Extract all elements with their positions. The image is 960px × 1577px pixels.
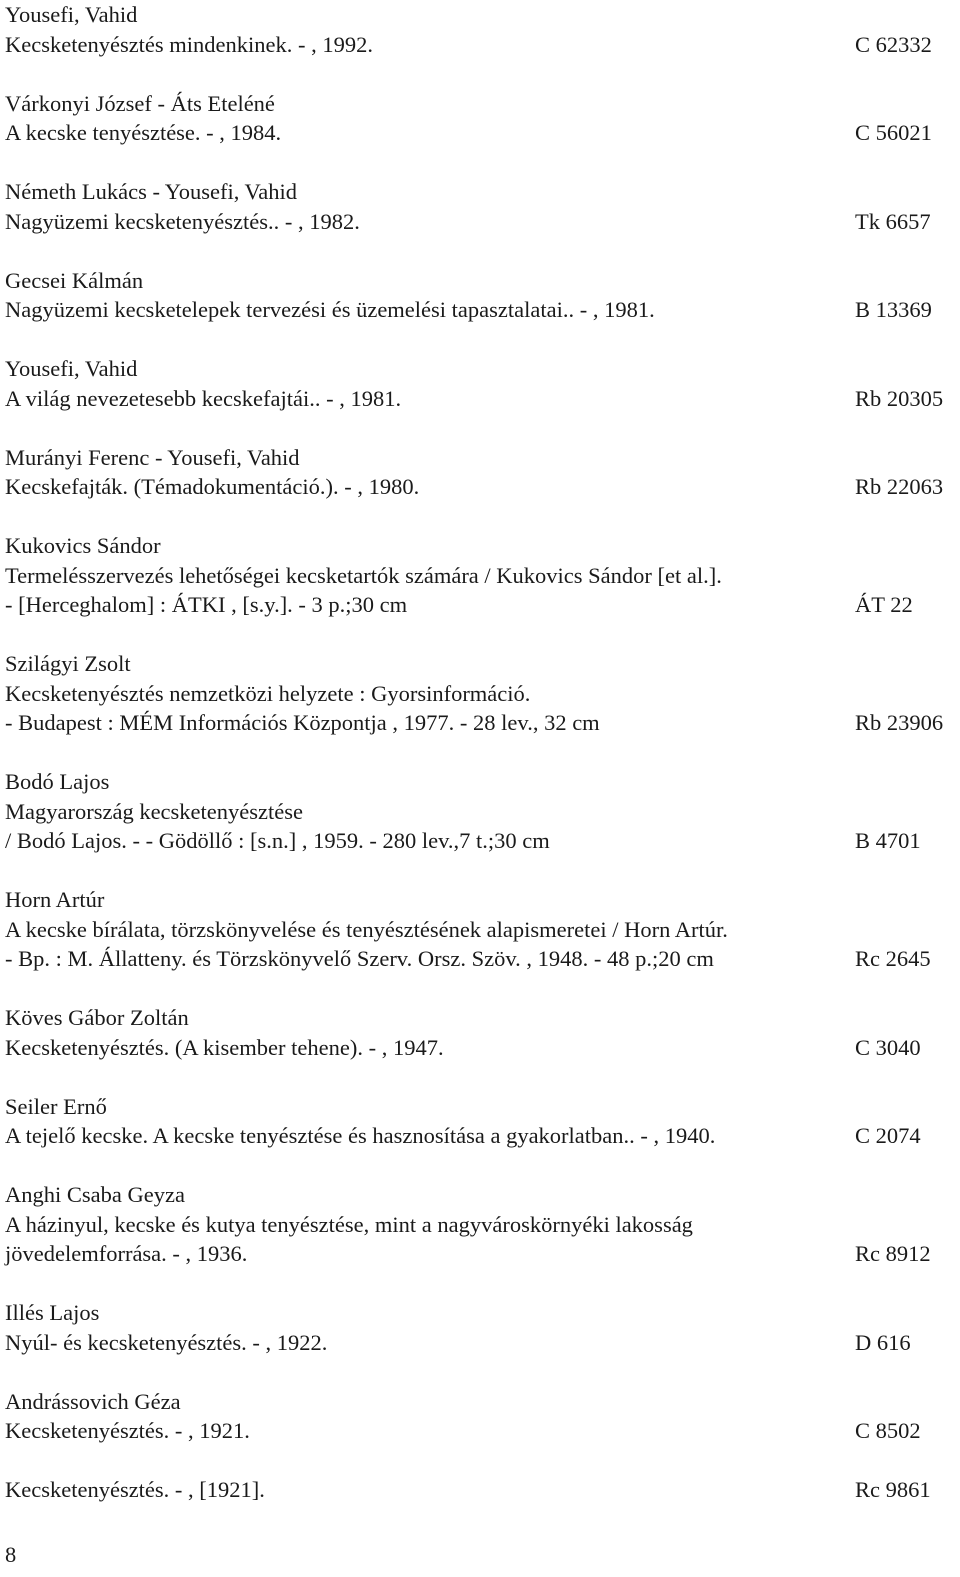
- entry-text: Kecsketenyésztés nemzetközi helyzete : Gyorsinformáció.: [5, 680, 531, 706]
- call-number: B 13369: [855, 297, 932, 322]
- entry-text: Illés Lajos: [5, 1300, 100, 1325]
- call-number: D 616: [855, 1329, 911, 1355]
- bibliography-entry: [5, 1003, 960, 1062]
- bibliography-entry: [5, 1180, 960, 1269]
- bibliography-entry: [5, 1298, 960, 1357]
- entry-text: Magyarország kecsketenyésztése: [5, 798, 303, 824]
- call-number: Rb 22063: [855, 474, 944, 499]
- entry-line: [5, 118, 960, 148]
- entry-author: [5, 266, 960, 296]
- bibliography-entry: [5, 1475, 960, 1505]
- entry-line: [5, 679, 960, 709]
- call-number: ÁT 22: [855, 592, 913, 617]
- entry-author: [5, 767, 960, 797]
- entry-text: Németh Lukács - Yousefi, Vahid: [5, 179, 298, 204]
- entry-line: [5, 472, 960, 502]
- entry-author: [5, 1003, 960, 1033]
- entry-line: [5, 1121, 960, 1151]
- bibliography-entry: [5, 177, 960, 236]
- bibliography-entry: [5, 0, 960, 59]
- entry-text: A házinyul, kecske és kutya tenyésztése, mint a nagyvároskörnyéki lakosság: [5, 1211, 693, 1237]
- entry-line: [5, 207, 960, 237]
- bibliography-entry: [5, 266, 960, 325]
- bibliography-entry: [5, 531, 960, 620]
- entry-author: [5, 1092, 960, 1122]
- entry-line: [5, 1416, 960, 1446]
- entry-line: [5, 1475, 960, 1505]
- entry-author: [5, 885, 960, 915]
- entry-text: jövedelemforrása. - , 1936.: [5, 1241, 248, 1266]
- entry-text: - Bp. : M. Állatteny. és Törzskönyvelő Szerv. Orsz. Szöv. , 1948. - 48 p.;20 cm: [5, 946, 714, 971]
- entry-text: Kecskefajták. (Témadokumentáció.). - , 1980.: [5, 474, 420, 499]
- entry-author: [5, 1298, 960, 1328]
- entry-text: Termelésszervezés lehetőségei kecsketartók számára / Kukovics Sándor [et al.].: [5, 562, 722, 588]
- entry-text: Kecsketenyésztés. (A kisember tehene). - , 1947.: [5, 1034, 444, 1060]
- bibliography-list: [5, 0, 960, 1534]
- call-number: C 3040: [855, 1034, 921, 1060]
- entry-text: Gecsei Kálmán: [5, 267, 144, 293]
- entry-text: Nyúl- és kecsketenyésztés. - , 1922.: [5, 1329, 328, 1355]
- entry-author: [5, 443, 960, 473]
- entry-text: A kecske bírálata, törzskönyvelése és tenyésztésének alapismeretei / Horn Artúr.: [5, 916, 728, 942]
- bibliography-entry: [5, 354, 960, 413]
- call-number: Tk 6657: [855, 208, 931, 234]
- bibliography-entry: [5, 885, 960, 974]
- page-number: 8: [5, 1542, 17, 1567]
- entry-line: [5, 915, 960, 945]
- entry-author: [5, 1180, 960, 1210]
- entry-text: Horn Artúr: [5, 887, 105, 912]
- entry-text: - Budapest : MÉM Információs Központja , 1977. - 28 lev., 32 cm: [5, 710, 600, 735]
- entry-text: Nagyüzemi kecsketelepek tervezési és üzemelési tapasztalatai.. - , 1981.: [5, 297, 655, 322]
- entry-line: [5, 826, 960, 856]
- entry-author: [5, 649, 960, 679]
- entry-line: [5, 590, 960, 620]
- entry-text: Yousefi, Vahid: [5, 356, 138, 381]
- entry-author: [5, 1387, 960, 1417]
- entry-line: [5, 797, 960, 827]
- bibliography-entry: [5, 767, 960, 856]
- call-number: B 4701: [855, 828, 921, 853]
- call-number: C 62332: [855, 31, 932, 57]
- entry-text: Kecsketenyésztés mindenkinek. - , 1992.: [5, 31, 374, 57]
- bibliography-entry: [5, 89, 960, 148]
- entry-text: - [Herceghalom] : ÁTKI , [s.y.]. - 3 p.;30 cm: [5, 592, 408, 617]
- entry-line: [5, 561, 960, 591]
- entry-line: [5, 1239, 960, 1269]
- entry-line: [5, 1033, 960, 1063]
- bibliography-entry: [5, 1387, 960, 1446]
- entry-author: [5, 177, 960, 207]
- entry-text: / Bodó Lajos. - - Gödöllő : [s.n.] , 1959. - 280 lev.,7 t.;30 cm: [5, 828, 550, 853]
- bibliography-entry: [5, 443, 960, 502]
- entry-line: [5, 30, 960, 60]
- entry-text: Kecsketenyésztés. - , [1921].: [5, 1477, 265, 1502]
- entry-text: A tejelő kecske. A kecske tenyésztése és hasznosítása a gyakorlatban.. - , 1940.: [5, 1123, 716, 1148]
- call-number: C 56021: [855, 120, 932, 145]
- entry-text: Nagyüzemi kecsketenyésztés.. - , 1982.: [5, 208, 360, 234]
- entry-text: Köves Gábor Zoltán: [5, 1005, 189, 1030]
- call-number: C 2074: [855, 1123, 921, 1148]
- entry-text: Anghi Csaba Geyza: [5, 1182, 185, 1207]
- entry-text: Murányi Ferenc - Yousefi, Vahid: [5, 444, 300, 470]
- entry-text: Seiler Ernő: [5, 1093, 107, 1119]
- entry-text: Yousefi, Vahid: [5, 2, 138, 27]
- entry-author: [5, 531, 960, 561]
- entry-text: A kecske tenyésztése. - , 1984.: [5, 120, 282, 145]
- bibliography-entry: [5, 1092, 960, 1151]
- bibliography-entry: [5, 649, 960, 738]
- entry-text: Kukovics Sándor: [5, 533, 161, 558]
- entry-author: [5, 0, 960, 30]
- entry-text: Bodó Lajos: [5, 769, 110, 794]
- call-number: Rb 23906: [855, 710, 944, 735]
- entry-line: [5, 944, 960, 974]
- call-number: C 8502: [855, 1418, 921, 1443]
- entry-text: A világ nevezetesebb kecskefajtái.. - , 1981.: [5, 385, 402, 411]
- entry-line: [5, 1210, 960, 1240]
- entry-line: [5, 1328, 960, 1358]
- entry-line: [5, 295, 960, 325]
- entry-text: Andrássovich Géza: [5, 1388, 181, 1414]
- call-number: Rc 9861: [855, 1477, 931, 1502]
- call-number: Rb 20305: [855, 385, 944, 411]
- call-number: Rc 8912: [855, 1241, 931, 1266]
- entry-line: [5, 708, 960, 738]
- entry-line: [5, 384, 960, 414]
- entry-text: Szilágyi Zsolt: [5, 651, 131, 676]
- entry-text: Kecsketenyésztés. - , 1921.: [5, 1418, 250, 1443]
- entry-text: Várkonyi József - Áts Eteléné: [5, 90, 275, 116]
- entry-author: [5, 354, 960, 384]
- entry-author: [5, 89, 960, 119]
- call-number: Rc 2645: [855, 946, 931, 971]
